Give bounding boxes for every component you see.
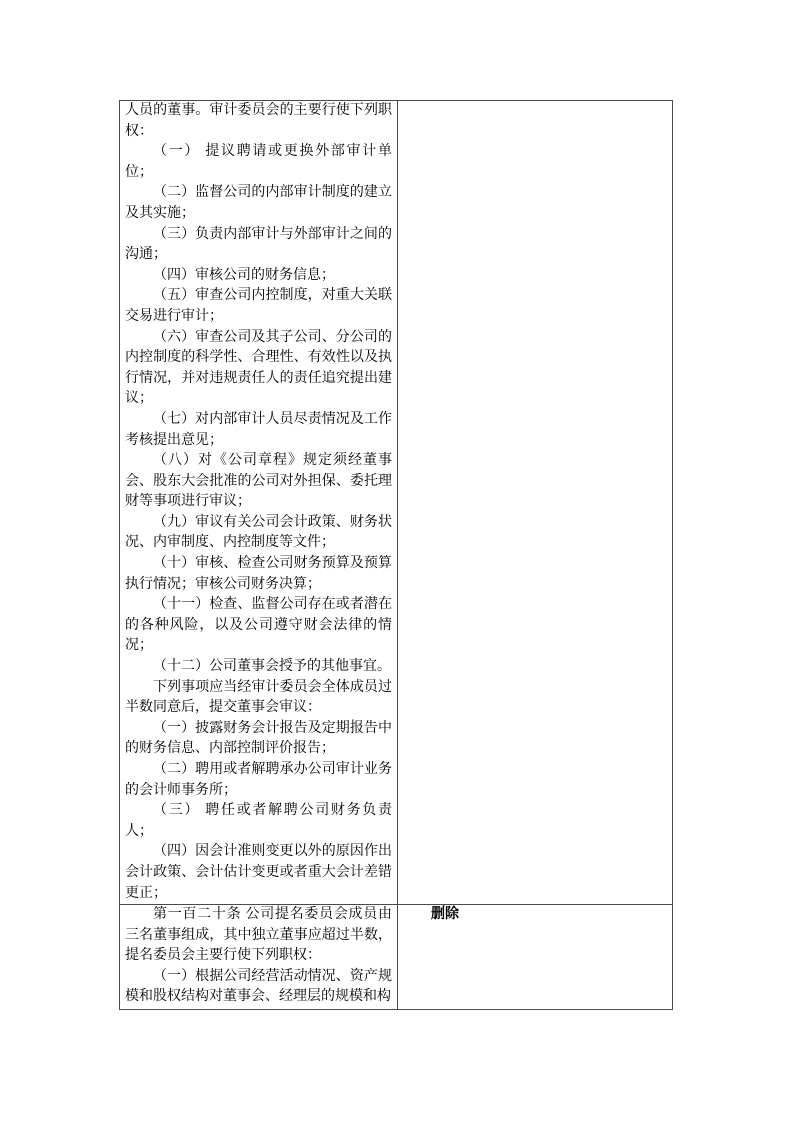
clause-paragraph: （二）监督公司的内部审计制度的建立及其实施； (125, 185, 392, 221)
clause-paragraph: （十一）检查、监督公司存在或者潜在的各种风险，以及公司遵守财会法律的情况； (125, 597, 392, 654)
revision-note-cell-empty (398, 101, 672, 904)
clause-paragraph: （五）审查公司内控制度，对重大关联交易进行审计； (125, 288, 392, 324)
deletion-note: 删除 (431, 907, 459, 922)
clause-paragraph: （二）聘用或者解聘承办公司审计业务的会计师事务所； (125, 762, 392, 798)
clause-paragraph: （三） 聘任或者解聘公司财务负责人； (125, 803, 392, 839)
clause-paragraph: （四）审核公司的财务信息； (153, 267, 335, 283)
clause-text-cell (120, 101, 398, 904)
clause-paragraph: （十）审核、检查公司财务预算及预算执行情况；审核公司财务决算； (125, 556, 392, 592)
table-row (120, 905, 672, 1009)
clause-text-cell (120, 905, 398, 1009)
clause-paragraph: 人员的董事。审计委员会的主要行使下列职权： (125, 103, 392, 139)
revision-note-cell (398, 905, 672, 1009)
clause-paragraph: （八）对《公司章程》规定须经董事会、股东大会批准的公司对外担保、委托理财等事项进行审议； (125, 453, 392, 510)
charter-revision-table (119, 100, 673, 1010)
clause-paragraph: （十二）公司董事会授予的其他事宜。 (153, 659, 391, 675)
clause-paragraph: （七）对内部审计人员尽责情况及工作考核提出意见； (125, 411, 392, 448)
table-row (120, 101, 672, 905)
clause-paragraph: （六）审查公司及其子公司、分公司的内控制度的科学性、合理性、有效性以及执行情况，并对违规责任人的责任追究提出建议； (125, 329, 392, 407)
clause-paragraph: （一） 提议聘请或更换外部审计单位； (125, 144, 392, 180)
clause-paragraph: （三）负责内部审计与外部审计之间的沟通； (125, 226, 392, 263)
clause-paragraph: （一）根据公司经营活动情况、资产规模和股权结构对董事会、经理层的规模和构 (125, 968, 392, 1005)
clause-paragraph: 下列事项应当经审计委员会全体成员过半数同意后，提交董事会审议： (125, 679, 392, 716)
clause-paragraph: （九）审议有关公司会计政策、财务状况、内审制度、内控制度等文件； (125, 514, 392, 551)
clause-paragraph: （一）披露财务会计报告及定期报告中的财务信息、内部控制评价报告； (125, 720, 392, 757)
clause-paragraph: 第一百二十条 公司提名委员会成员由三名董事组成，其中独立董事应超过半数，提名委员会主要行使下列职权： (125, 907, 392, 964)
clause-paragraph: （四）因会计准则变更以外的原因作出会计政策、会计估计变更或者重大会计差错更正； (125, 844, 392, 901)
